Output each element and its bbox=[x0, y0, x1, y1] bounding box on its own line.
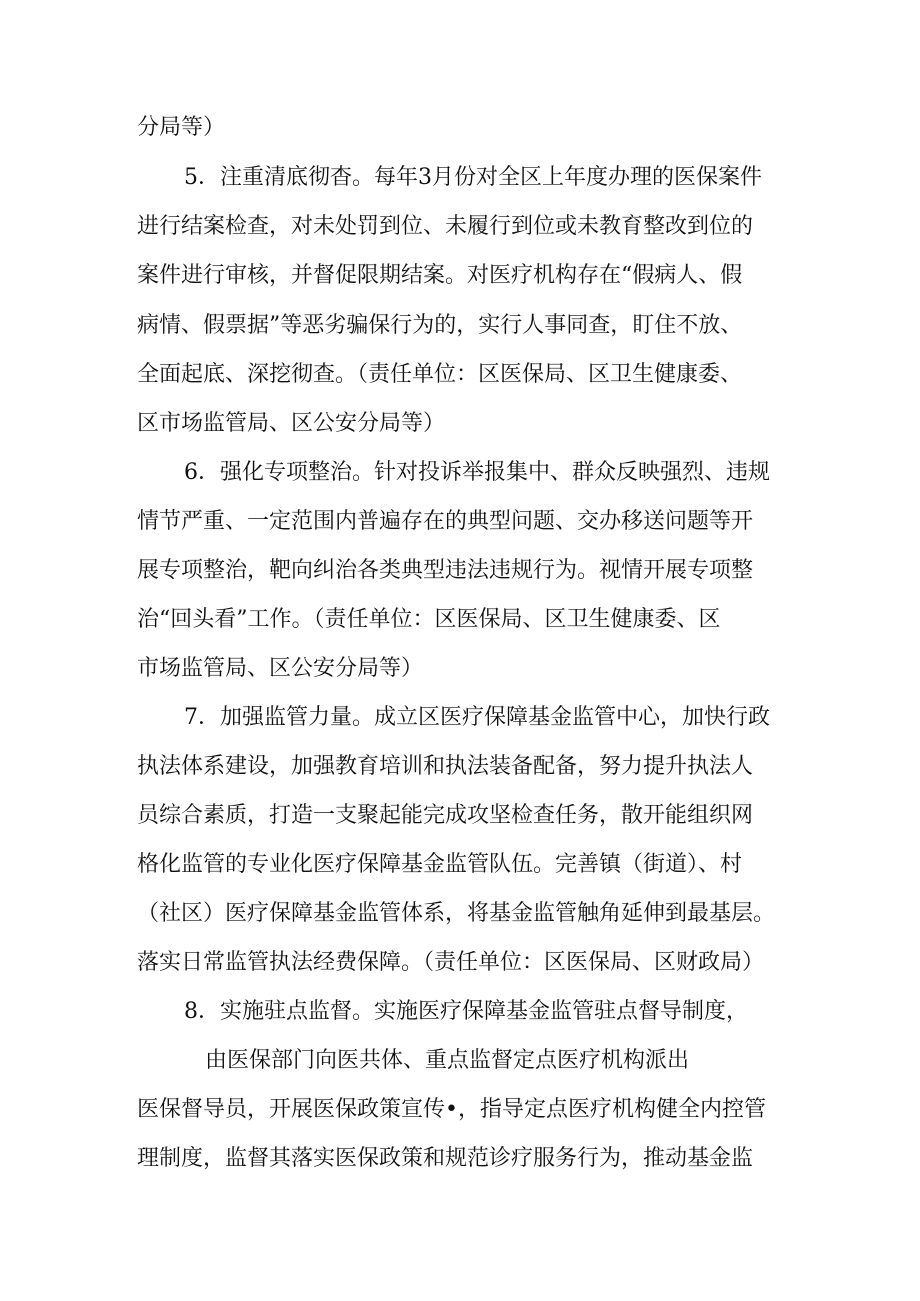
text-line: 执法体系建设，加强教育培训和执法装备配备，努力提升执法人 bbox=[137, 754, 754, 779]
text-line: 区市场监管局、区公安分局等） bbox=[137, 411, 446, 436]
text-line: 落实日常监管执法经费保障。（责任单位：区医保局、区财政局） bbox=[137, 950, 765, 975]
text-line: 全面起底、深挖彻查。（责任单位：区医保局、区卫生健康委、 bbox=[137, 362, 743, 387]
text-line: 由医保部门向医共体、重点监督定点医疗机构派出 bbox=[205, 1048, 690, 1073]
text-line: 格化监管的专业化医疗保障基金监管队伍。完善镇（街道）、村 bbox=[137, 852, 743, 877]
text-line: （社区）医疗保障基金监管体系，将基金监管触角延伸到最基层。 bbox=[137, 901, 776, 926]
text-line: 8．实施驻点监督。实施医疗保障基金监管驻点督导制度， bbox=[184, 999, 748, 1024]
text-line: 5．注重清底彻杳。每年3月份对全区上年度办理的医保案件 bbox=[184, 165, 762, 190]
text-line: 情节严重、一定范围内普遍存在的典型问题、交办移送问题等开 bbox=[137, 509, 754, 534]
text-line: 理制度，监督其落实医保政策和规范诊疗服务行为，推动基金监 bbox=[137, 1146, 754, 1171]
text-line: 案件进行审核，并督促限期结案。对医疗机构存在“假病人、假 bbox=[137, 263, 743, 288]
text-line: 治“回头看”工作。（责任单位：区医保局、区卫生健康委、区 bbox=[137, 607, 721, 632]
text-line: 7．加强监管力量。成立区医疗保障基金监管中心，加快行政 bbox=[184, 705, 770, 730]
text-line: 分局等） bbox=[137, 115, 226, 140]
text-line: 展专项整治，靶向纠治各类典型违法违规行为。视情开展专项整 bbox=[137, 558, 754, 583]
text-line: 进行结案检查，对未处罚到位、未履行到位或未教育整改到位的 bbox=[137, 214, 754, 239]
text-line: 市场监管局、区公安分局等） bbox=[137, 656, 424, 681]
text-line: 6．强化专项整治。针对投诉举报集中、群众反映强烈、违规 bbox=[184, 460, 770, 485]
text-line: 员综合素质，打造一支聚起能完成攻坚检查任务，散开能组织网 bbox=[137, 803, 754, 828]
text-line: 医保督导员，开展医保政策宣传•，指导定点医疗机构健全内控管 bbox=[137, 1097, 766, 1122]
text-line: 病情、假票据”等恶劣骗保行为的，实行人事同查，盯住不放、 bbox=[137, 313, 743, 338]
